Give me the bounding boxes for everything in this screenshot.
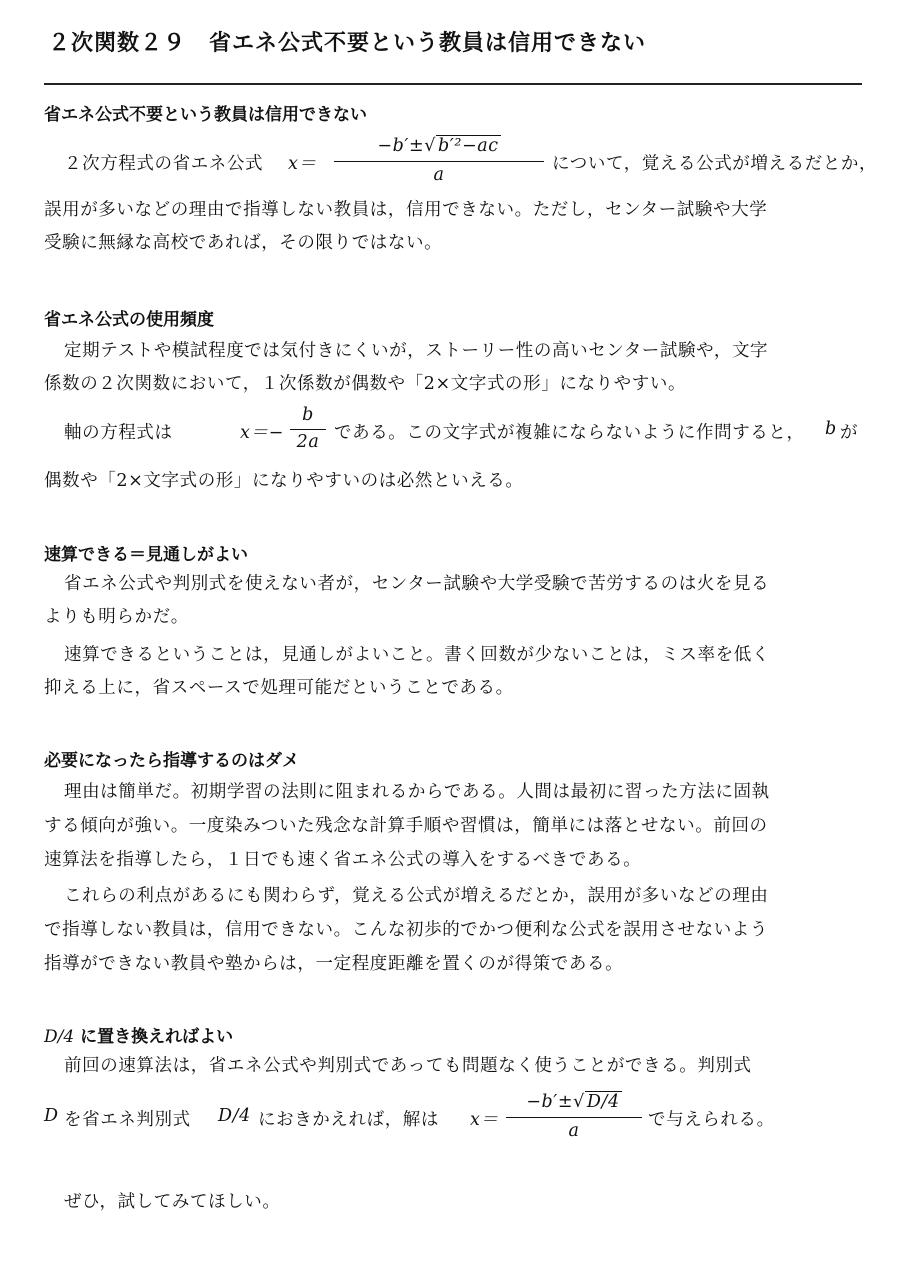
formula1-numerator [334, 136, 544, 156]
section-3-line-4: 抑える上に，省スペースで処理可能だということである。 [44, 678, 514, 698]
section-heading-1: 省エネ公式不要という教員は信用できない [44, 105, 367, 125]
title-divider [44, 83, 862, 85]
section-heading-5 [44, 1022, 233, 1047]
axis-suffix-a: である。この文字式が複雑にならないように作問すると， [334, 423, 805, 443]
section-heading-4: 必要になったら指導するのはダメ [44, 751, 299, 771]
formula-line-2 [44, 405, 862, 455]
formula-line-3 [44, 1092, 862, 1142]
fraction-bar [506, 1117, 642, 1118]
section-heading-3: 速算できる＝見通しがよい [44, 545, 248, 565]
section-4-line-3: 速算法を指導したら，１日でも速く省エネ公式の導入をするべきである。 [44, 850, 642, 870]
formula3-num-sign: −b′± [526, 1092, 574, 1112]
sqrt-symbol: √ [573, 1092, 585, 1112]
intro-suffix: について，覚える公式が増えるだとか， [552, 154, 878, 174]
section-1-line-1: 誤用が多いなどの理由で指導しない教員は，信用できない。ただし，センター試験や大学 [44, 200, 768, 220]
section-3-line-1: 省エネ公式や判別式を使えない者が，センター試験や大学受験で苦労するのは火を見る [64, 574, 770, 594]
formula2-fraction [290, 405, 326, 457]
section-5-line-1: 前回の速算法は，省エネ公式や判別式であっても問題なく使うことができる。判別式 [64, 1056, 752, 1076]
formula2-lhs: x＝− [240, 423, 284, 443]
formula3-radicand: D/4 [586, 1092, 620, 1112]
d-text-a: を省エネ判別式 [64, 1110, 191, 1130]
section-2-line-2: 係数の２次関数において，１次係数が偶数や「2×文字式の形」になりやすい。 [44, 374, 687, 394]
heading-text: に置き換えればよい [80, 1027, 234, 1047]
intro-prefix: ２次方程式の省エネ公式 [64, 154, 264, 174]
closing-line: ぜひ，試してみてほしい。 [64, 1192, 281, 1212]
formula3-lhs: x＝ [470, 1110, 499, 1130]
formula1-denominator: a [433, 165, 445, 185]
sqrt-symbol: √ [424, 136, 436, 156]
section-heading-2: 省エネ公式の使用頻度 [44, 310, 214, 330]
fraction-bar [334, 161, 544, 162]
d-text-b: におきかえれば，解は [258, 1110, 439, 1130]
heading-var-d4: D/4 [44, 1027, 75, 1047]
section-4-line-4: これらの利点があるにも関わらず，覚える公式が増えるだとか，誤用が多いなどの理由 [64, 886, 769, 906]
section-3-line-2: よりも明らかだ。 [44, 607, 189, 627]
formula3-numerator [506, 1092, 642, 1112]
formula-line-1 [44, 136, 878, 186]
var-d: D [44, 1106, 59, 1126]
section-2-line-1: 定期テストや模試程度では気付きにくいが，ストーリー性の高いセンター試験や，文字 [64, 341, 769, 361]
section-3-line-3: 速算できるということは，見通しがよいこと。書く回数が少ないことは，ミス率を低く [64, 645, 770, 665]
formula2-numerator: b [302, 405, 314, 425]
formula1-radicand: b′²−ac [437, 136, 499, 156]
formula2-denominator: 2a [296, 432, 320, 452]
var-d4: D/4 [218, 1106, 251, 1126]
section-4-line-6: 指導ができない教員や塾からは，一定程度距離を置くのが得策である。 [44, 954, 624, 974]
formula1-num-sign: −b′± [377, 136, 425, 156]
axis-prefix: 軸の方程式は [64, 423, 173, 443]
section-2-line-3: 偶数や「2×文字式の形」になりやすいのは必然といえる。 [44, 471, 524, 491]
formula1-fraction [334, 136, 544, 188]
axis-suffix-b: が [840, 423, 859, 443]
section-4-line-1: 理由は簡単だ。初期学習の法則に阻まれるからである。人間は最初に習った方法に固執 [64, 782, 770, 802]
section-4-line-5: で指導しない教員は，信用できない。こんな初歩的でかつ便利な公式を誤用させないよう [44, 920, 768, 940]
section-4-line-2: する傾向が強い。一度染みついた残念な計算手順や習慣は，簡単には落とせない。前回の [44, 816, 768, 836]
formula3-denominator: a [568, 1121, 580, 1141]
axis-var-b: b [825, 419, 837, 439]
formula1-lhs: x＝ [288, 154, 317, 174]
section-1-line-2: 受験に無縁な高校であれば，その限りではない。 [44, 233, 443, 253]
d-text-c: で与えられる。 [648, 1110, 775, 1130]
page-title: ２次関数２９ 省エネ公式不要という教員は信用できない [48, 31, 647, 56]
fraction-bar [290, 429, 326, 430]
formula3-fraction [506, 1092, 642, 1144]
